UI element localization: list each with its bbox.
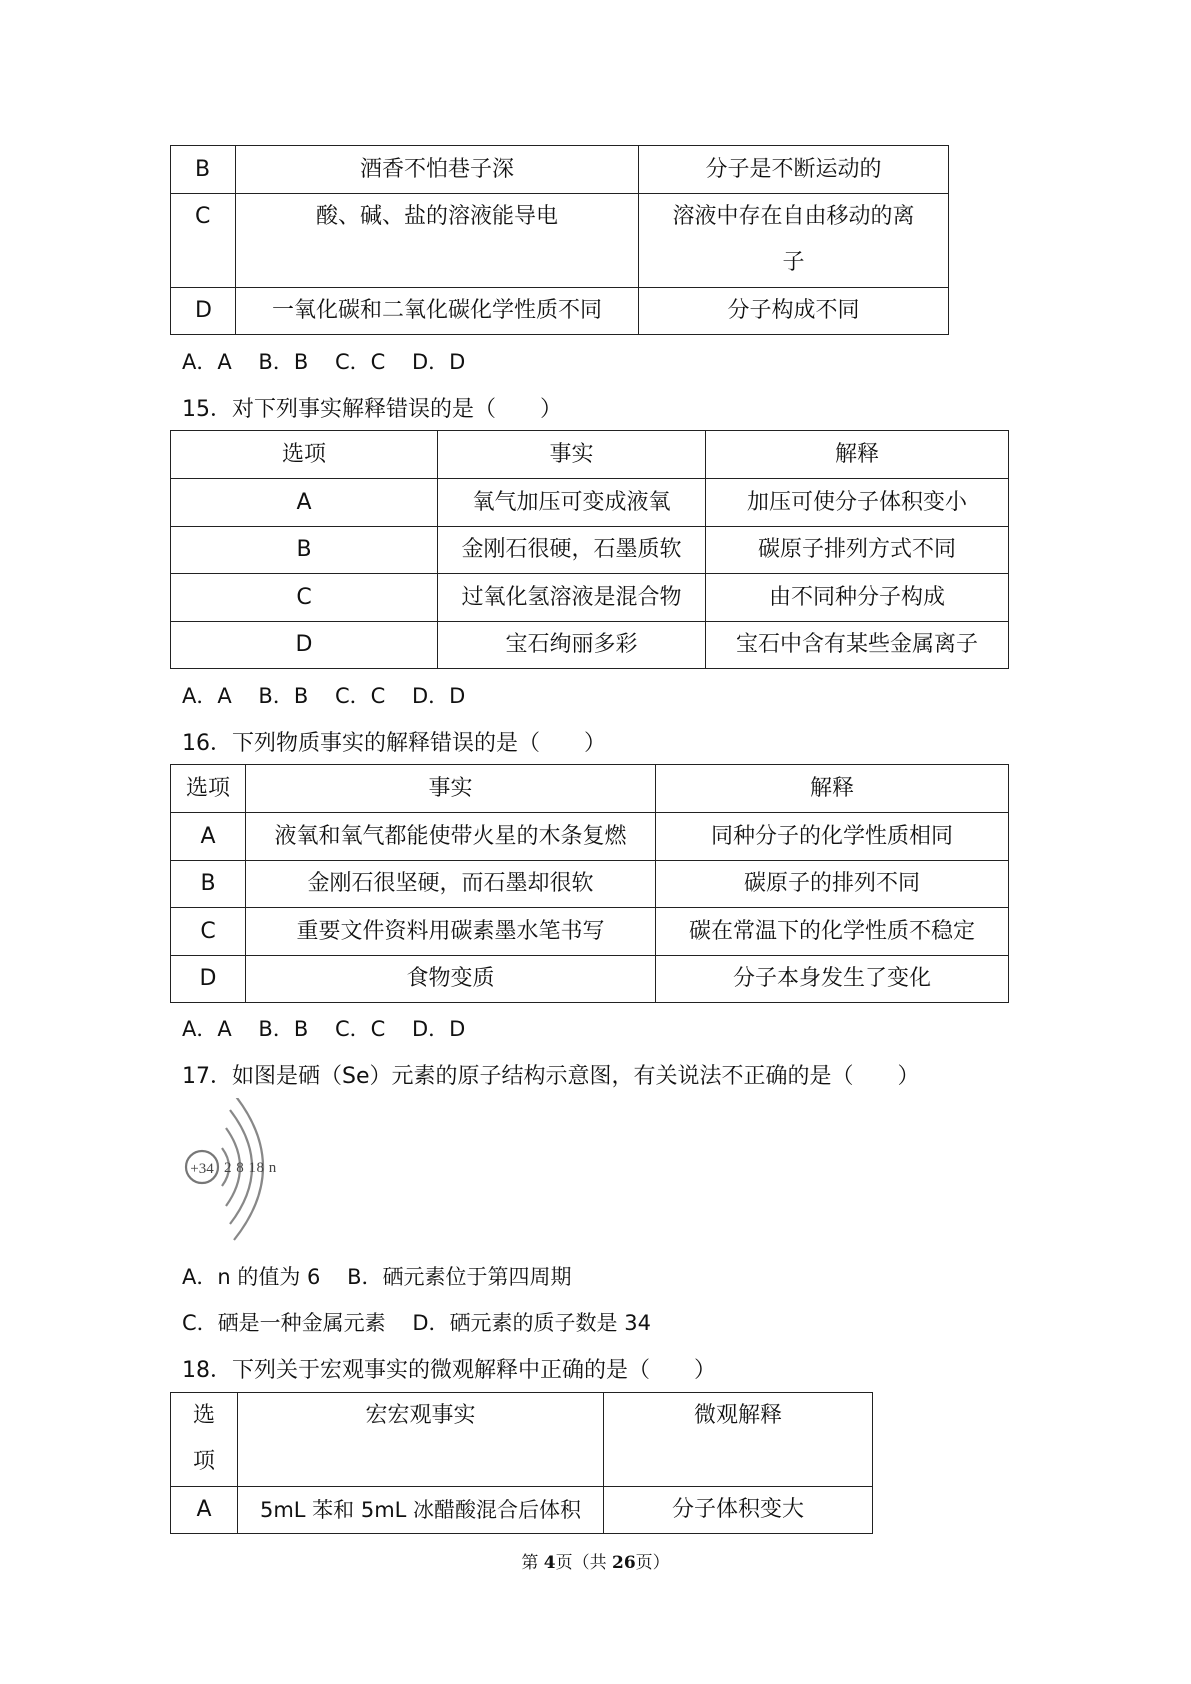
nucleus-label: +34 — [190, 1161, 214, 1177]
total-pages: 26 — [611, 1553, 636, 1573]
explanation-cell: 同种分子的化学性质相同 — [656, 813, 1009, 861]
fact-cell: 酒香不怕巷子深 — [236, 146, 639, 194]
table-row — [171, 146, 949, 194]
explanation-cell: 碳在常温下的化学性质不稳定 — [656, 908, 1009, 956]
option-cell: C — [171, 908, 246, 956]
fact-cell: 氧气加压可变成液氧 — [438, 479, 706, 527]
shell-electron-counts: 2 8 18 n — [224, 1160, 277, 1176]
fact-cell: 5mL 苯和 5mL 冰醋酸混合后体积 — [238, 1487, 604, 1534]
table-row — [171, 527, 1009, 574]
option-cell: C — [171, 574, 438, 622]
header-option-line: 项 — [192, 1449, 215, 1474]
explanation-cell — [639, 194, 949, 288]
header-explanation: 解释 — [656, 765, 1009, 813]
option-cell: A — [171, 813, 246, 861]
explanation-cell: 宝石中含有某些金属离子 — [706, 622, 1009, 669]
option-cell: A — [171, 1487, 238, 1534]
table-header-row — [171, 765, 1009, 813]
option-cell: A — [171, 479, 438, 527]
header-fact: 事实 — [246, 765, 656, 813]
header-option: 选项 — [171, 431, 438, 479]
header-fact: 事实 — [438, 431, 706, 479]
q14-table — [170, 145, 949, 335]
header-explanation: 解释 — [706, 431, 1009, 479]
page-number: 4 — [543, 1553, 556, 1573]
fact-cell: 食物变质 — [246, 956, 656, 1003]
option-cell: D — [171, 288, 236, 335]
explanation-cell: 分子是不断运动的 — [639, 146, 949, 194]
explanation-cell: 分子本身发生了变化 — [656, 956, 1009, 1003]
q16-options: A．A B．B C．C D．D — [182, 1017, 466, 1041]
table-row — [171, 1487, 873, 1534]
explanation-cell: 由不同种分子构成 — [706, 574, 1009, 622]
explanation-cell: 分子体积变大 — [604, 1487, 873, 1534]
table-header-row — [171, 431, 1009, 479]
q15-table — [170, 430, 1009, 669]
footer-suffix: 页） — [635, 1553, 670, 1573]
option-cell: B — [171, 527, 438, 574]
atomic-structure-diagram — [180, 1098, 300, 1243]
header-fact: 宏宏观事实 — [238, 1393, 604, 1487]
table-row — [171, 908, 1009, 956]
explanation-cell: 碳原子排列方式不同 — [706, 527, 1009, 574]
fact-cell: 金刚石很硬，石墨质软 — [438, 527, 706, 574]
q17-options-line-2: C．硒是一种金属元素 D．硒元素的质子数是 34 — [182, 1311, 651, 1335]
table-row — [171, 194, 949, 288]
q16-stem: 16．下列物质事实的解释错误的是（ ） — [182, 731, 606, 756]
fact-cell: 酸、碱、盐的溶液能导电 — [236, 194, 639, 288]
table-row — [171, 288, 949, 335]
explanation-cell: 分子构成不同 — [639, 288, 949, 335]
footer-middle: 页（共 — [555, 1553, 612, 1573]
q16-table — [170, 764, 1009, 1003]
q17-stem: 17．如图是硒（Se）元素的原子结构示意图，有关说法不正确的是（ ） — [182, 1064, 920, 1089]
explanation-line: 溶液中存在自由移动的离 — [672, 204, 915, 229]
explanation-cell: 碳原子的排列不同 — [656, 861, 1009, 908]
header-option — [171, 1393, 238, 1487]
table-row — [171, 574, 1009, 622]
fact-cell: 金刚石很坚硬，而石墨却很软 — [246, 861, 656, 908]
table-row — [171, 956, 1009, 1003]
q18-stem: 18．下列关于宏观事实的微观解释中正确的是（ ） — [182, 1358, 716, 1383]
header-option-line: 选 — [192, 1403, 215, 1428]
table-row — [171, 813, 1009, 861]
footer-prefix: 第 — [521, 1553, 544, 1573]
table-row — [171, 622, 1009, 669]
page-footer — [0, 1548, 1191, 1573]
table-row — [171, 861, 1009, 908]
explanation-line: 子 — [782, 250, 805, 275]
option-cell: C — [171, 194, 236, 288]
q18-table — [170, 1392, 873, 1534]
fact-cell: 一氧化碳和二氧化碳化学性质不同 — [236, 288, 639, 335]
q17-options-line-1: A．n 的值为 6 B．硒元素位于第四周期 — [182, 1265, 572, 1289]
fact-cell: 宝石绚丽多彩 — [438, 622, 706, 669]
header-option: 选项 — [171, 765, 246, 813]
option-cell: D — [171, 622, 438, 669]
fact-cell: 重要文件资料用碳素墨水笔书写 — [246, 908, 656, 956]
q14-options: A．A B．B C．C D．D — [182, 350, 466, 374]
table-header-row — [171, 1393, 873, 1487]
option-cell: B — [171, 861, 246, 908]
explanation-cell: 加压可使分子体积变小 — [706, 479, 1009, 527]
q15-options: A．A B．B C．C D．D — [182, 684, 466, 708]
header-explanation: 微观解释 — [604, 1393, 873, 1487]
option-cell: D — [171, 956, 246, 1003]
fact-cell: 过氧化氢溶液是混合物 — [438, 574, 706, 622]
table-row — [171, 479, 1009, 527]
option-cell: B — [171, 146, 236, 194]
fact-cell: 液氧和氧气都能使带火星的木条复燃 — [246, 813, 656, 861]
q15-stem: 15．对下列事实解释错误的是（ ） — [182, 397, 562, 422]
